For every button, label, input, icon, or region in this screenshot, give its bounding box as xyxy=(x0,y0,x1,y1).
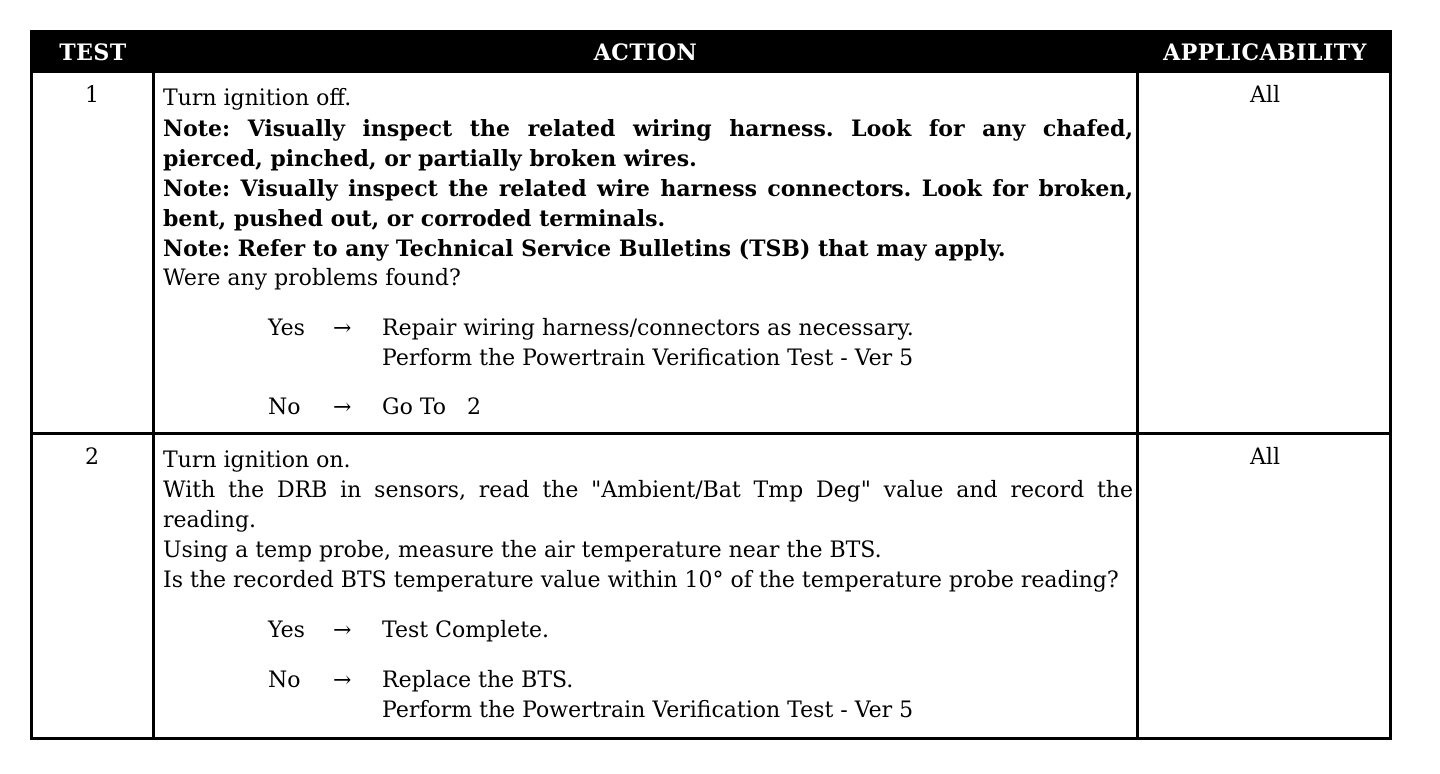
row-2-step: Turn ignition on. xyxy=(163,448,351,473)
row-1-note-wiring: Note: Visually inspect the related wiring harness. Look for any chafed, pierced, pinched, or partially broken wires. xyxy=(163,116,1133,172)
header-test: TEST xyxy=(59,40,127,66)
row-2-test-number: 2 xyxy=(85,445,99,470)
row-2-question: Is the recorded BTS temperature value within 10° of the temperature probe reading? xyxy=(163,568,1119,593)
row-1-no-option xyxy=(163,393,1133,423)
row-1-question: Were any problems found? xyxy=(163,266,461,291)
arrow-icon: → xyxy=(333,618,352,643)
table-header xyxy=(33,33,1389,73)
column-divider xyxy=(152,73,155,737)
row-divider xyxy=(33,432,1389,435)
row-1-note-connectors: Note: Visually inspect the related wire harness connectors. Look for broken, bent, pushed out, or corroded terminals. xyxy=(163,176,1133,232)
no-label: No xyxy=(268,395,301,420)
row-2-applicability: All xyxy=(1250,445,1280,470)
arrow-icon: → xyxy=(333,668,352,693)
no-action-line: Perform the Powertrain Verification Test - Ver 5 xyxy=(382,698,914,723)
yes-label: Yes xyxy=(268,316,305,341)
row-1-action xyxy=(163,84,1133,294)
row-2-step: With the DRB in sensors, read the "Ambient/Bat Tmp Deg" value and record the reading. xyxy=(163,478,1133,533)
column-divider xyxy=(1136,73,1139,737)
no-label: No xyxy=(268,668,301,693)
row-1-note-tsb: Note: Refer to any Technical Service Bulletins (TSB) that may apply. xyxy=(163,236,1006,262)
row-2-yes-option xyxy=(163,616,1133,646)
row-2-no-option xyxy=(163,666,1133,726)
yes-label: Yes xyxy=(268,618,305,643)
yes-action-line: Perform the Powertrain Verification Test - Ver 5 xyxy=(382,346,914,371)
row-2-step: Using a temp probe, measure the air temperature near the BTS. xyxy=(163,538,882,563)
row-1-applicability: All xyxy=(1250,83,1280,108)
row-1-step: Turn ignition off. xyxy=(163,86,352,111)
no-action-line: Replace the BTS. xyxy=(382,668,574,693)
yes-action-line: Test Complete. xyxy=(382,618,550,643)
yes-action-line: Repair wiring harness/connectors as necessary. xyxy=(382,316,914,341)
test-table xyxy=(30,30,1392,740)
header-action: ACTION xyxy=(593,40,698,66)
arrow-icon: → xyxy=(333,316,352,341)
header-applicability: APPLICABILITY xyxy=(1163,40,1367,66)
row-1-yes-option xyxy=(163,314,1133,374)
row-2-action xyxy=(163,446,1133,596)
arrow-icon: → xyxy=(333,395,352,420)
row-1-test-number: 1 xyxy=(85,83,99,108)
no-action-line: Go To 2 xyxy=(382,395,481,420)
